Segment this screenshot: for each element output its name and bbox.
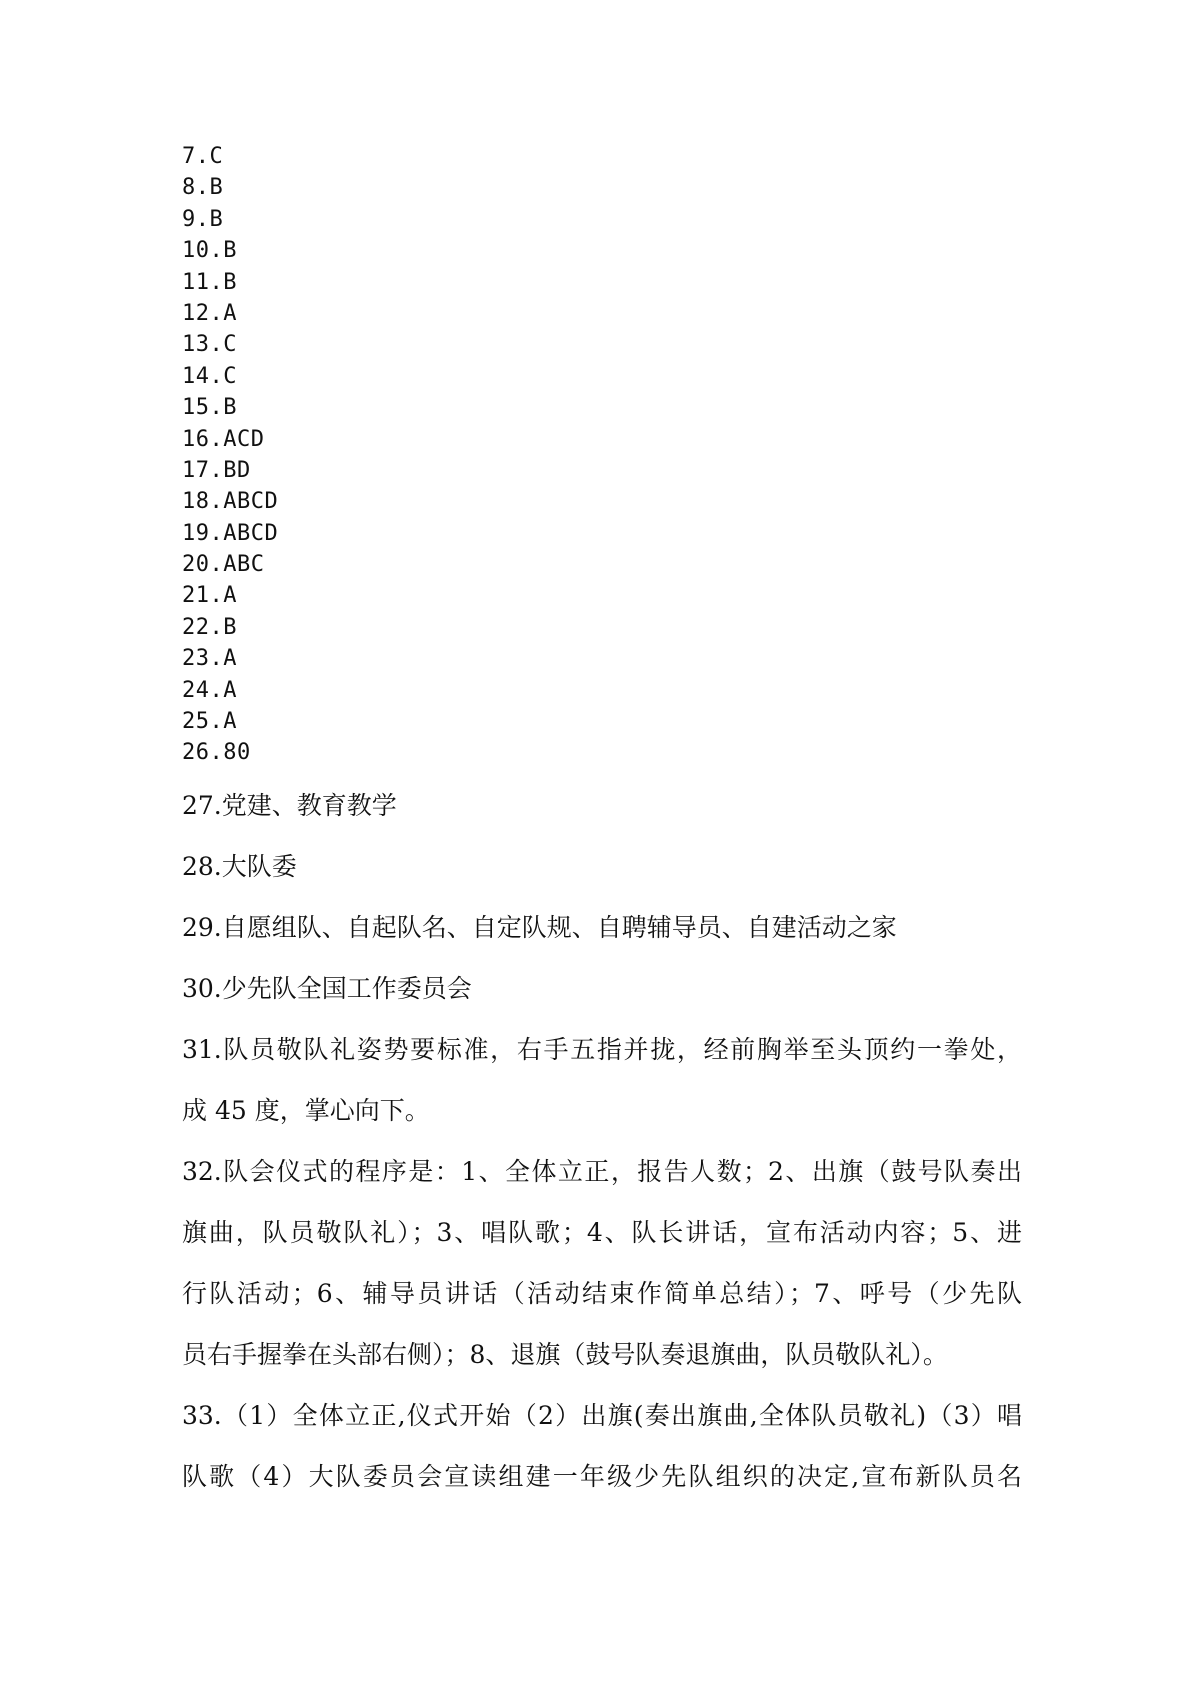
answer-33-line: 33.（1）全体立正,仪式开始（2）出旗(奏出旗曲,全体队员敬礼)（3）唱 (182, 1401, 1022, 1430)
answer-item: 10.B (182, 238, 237, 264)
answer-item: 25.A (182, 709, 237, 735)
answer-item: 22.B (182, 614, 237, 640)
answer-item: 8.B (182, 175, 224, 201)
answer-30: 30.少先队全国工作委员会 (182, 974, 472, 1003)
answer-item: 26.80 (182, 740, 251, 766)
answer-item: 7.C (182, 144, 224, 169)
answer-27: 27.党建、教育教学 (182, 791, 397, 820)
short-answer-list (182, 141, 278, 769)
answer-32-line: 行队活动；6、辅导员讲话（活动结束作简单总结）；7、呼号（少先队 (182, 1279, 1022, 1308)
answer-31 (182, 1019, 1022, 1141)
answer-item: 13.C (182, 332, 237, 358)
answer-29: 29.自愿组队、自起队名、自定队规、自聘辅导员、自建活动之家 (182, 913, 897, 942)
answer-33-line: 队歌（4）大队委员会宣读组建一年级少先队组织的决定,宣布新队员名 (182, 1462, 1022, 1491)
answer-32-line: 32.队会仪式的程序是：1、全体立正，报告人数；2、出旗（鼓号队奏出 (182, 1157, 1022, 1186)
answer-31-line: 成 45 度，掌心向下。 (182, 1096, 430, 1125)
answer-item: 21.A (182, 583, 237, 609)
answer-item: 15.B (182, 395, 237, 421)
answer-item: 17.BD (182, 457, 251, 483)
answer-item: 12.A (182, 300, 237, 326)
answer-28: 28.大队委 (182, 852, 297, 881)
long-answer-section (182, 775, 1022, 1507)
answer-item: 11.B (182, 269, 237, 295)
answer-32-line: 员右手握拳在头部右侧）；8、退旗（鼓号队奏退旗曲，队员敬队礼）。 (182, 1340, 948, 1369)
answer-item: 18.ABCD (182, 489, 279, 515)
answer-item: 19.ABCD (182, 520, 279, 546)
answer-32 (182, 1141, 1022, 1385)
answer-item: 9.B (182, 206, 224, 232)
answer-33 (182, 1385, 1022, 1507)
answer-item: 20.ABC (182, 552, 265, 578)
answer-item: 24.A (182, 677, 237, 703)
answer-item: 23.A (182, 646, 237, 672)
answer-item: 14.C (182, 363, 237, 389)
answer-31-line: 31.队员敬队礼姿势要标准，右手五指并拢，经前胸举至头顶约一拳处， (182, 1035, 1022, 1064)
answer-item: 16.ACD (182, 426, 265, 452)
answer-32-line: 旗曲，队员敬队礼）；3、唱队歌；4、队长讲话，宣布活动内容；5、进 (182, 1218, 1022, 1247)
